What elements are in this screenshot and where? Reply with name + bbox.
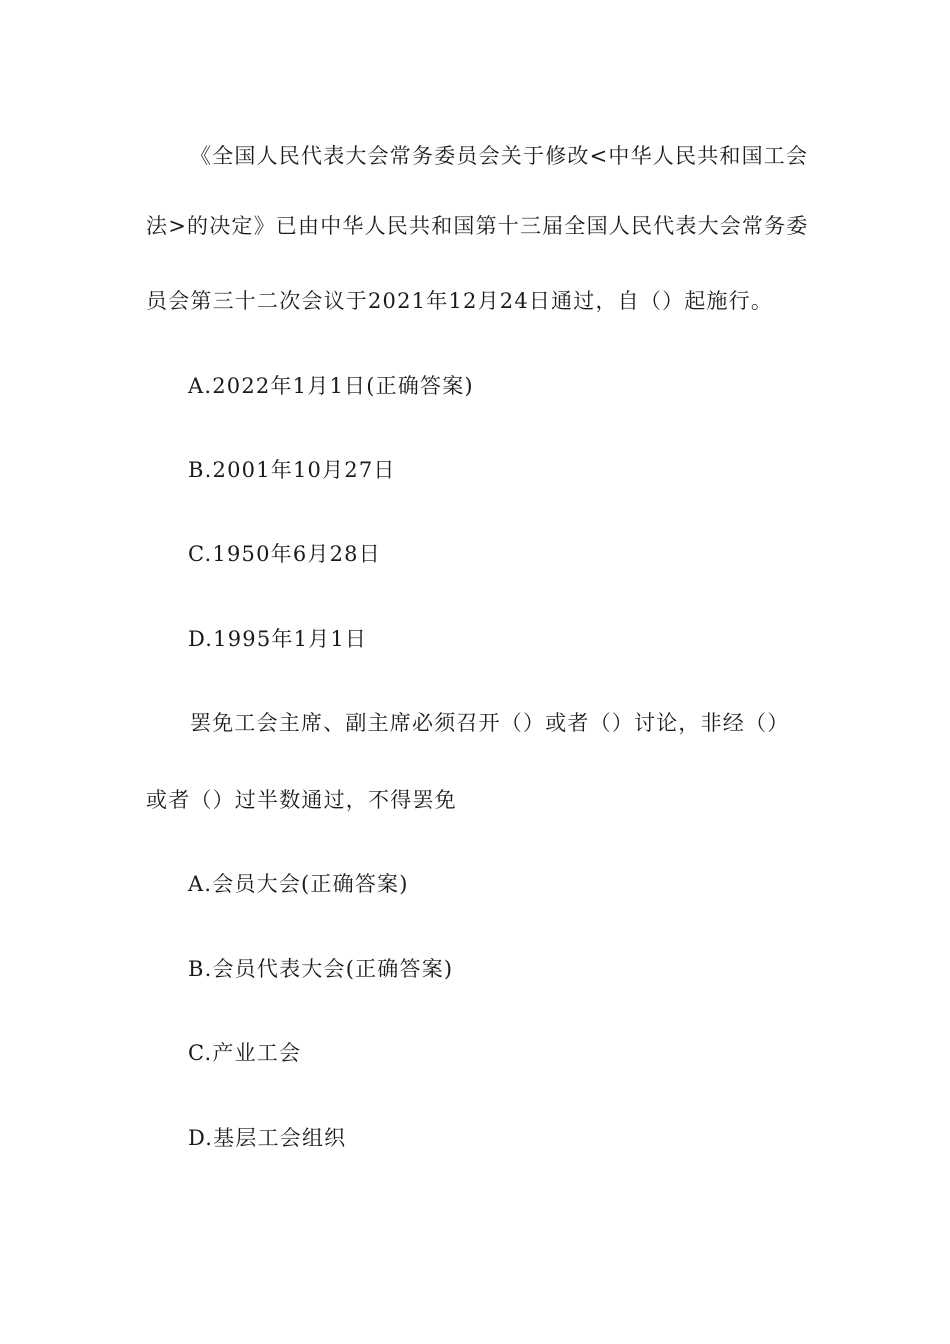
- question-2-line-1: 罢免工会主席、副主席必须召开（）或者（）讨论，非经（）: [190, 711, 790, 735]
- question-1-option-c: C.1950年6月28日: [188, 542, 381, 566]
- question-2-option-c: C.产业工会: [188, 1041, 302, 1065]
- question-2-option-a: A.会员大会(正确答案): [188, 872, 409, 896]
- question-2-option-d: D.基层工会组织: [188, 1126, 347, 1150]
- question-1-line-2: 法>的决定》已由中华人民共和国第十三届全国人民代表大会常务委: [146, 214, 809, 238]
- question-1-option-d: D.1995年1月1日: [188, 627, 368, 651]
- question-2-option-b: B.会员代表大会(正确答案): [188, 957, 454, 981]
- question-1-line-3: 员会第三十二次会议于2021年12月24日通过，自（）起施行。: [146, 289, 774, 313]
- question-2-line-2: 或者（）过半数通过，不得罢免: [146, 788, 457, 812]
- question-1-option-b: B.2001年10月27日: [188, 458, 396, 482]
- question-1-line-1: 《全国人民代表大会常务委员会关于修改<中华人民共和国工会: [190, 144, 809, 168]
- question-1-option-a: A.2022年1月1日(正确答案): [188, 374, 474, 398]
